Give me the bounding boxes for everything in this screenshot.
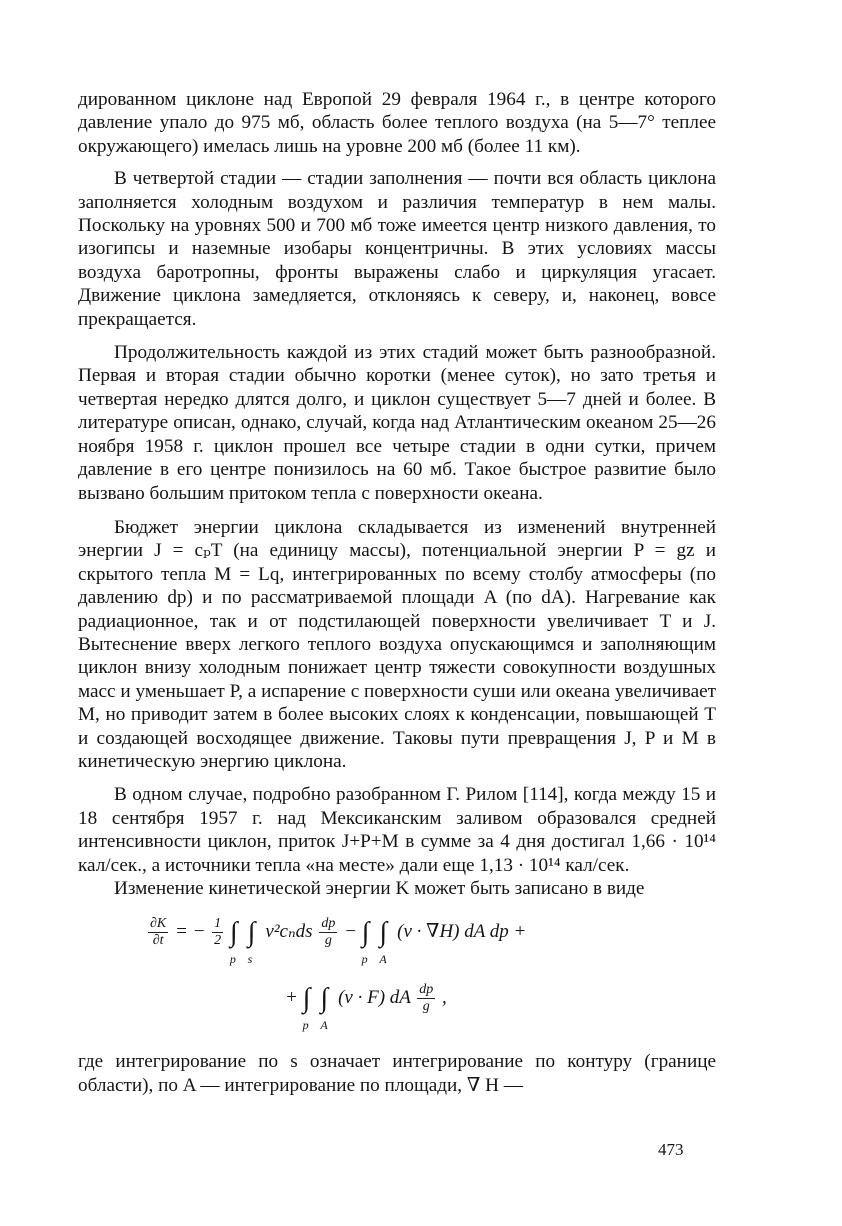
integral-sign: ∫ p bbox=[229, 916, 238, 966]
kinetic-energy-formula bbox=[78, 904, 716, 1046]
paragraph-4: Бюджет энергии циклона складывается из изменений внутренней энергии J = cₚT (на единицу массы), потенциальной энергии P = gz и скрытого тепла M = Lq, интегрированных по всему столбу атмосферы (по давлению dp) и по рассматриваемой площади A (по dA). Нагревание как радиационное, так и от подстилающей поверхности увеличивает T и J. Вытеснение вверх легкого теплого воздуха опускающимся и заполняющим циклон внизу холодным понижает центр тяжести совокупности воздушных масс и уменьшает P, а испарение с поверхности суши или океана увеличивает M, но приводит затем в более высоких слоях к конденсации, повышающей T и создающей восходящее движение. Таковы пути превращения J, P и M в кинетическую энергию циклона. bbox=[78, 516, 716, 772]
integral-sign: ∫ p bbox=[361, 916, 370, 966]
integrand-2: (v · ∇H) dA dp + bbox=[397, 921, 527, 943]
dp-over-g: $\frac{dp}{g}$ bbox=[419, 982, 434, 1015]
half-fraction: $\frac{1}{2}$ bbox=[214, 916, 222, 949]
lhs-fraction: $\frac{\partial K}{\partial t}$ bbox=[150, 916, 167, 949]
paragraph-2: В четвертой стадии — стадии заполнения — почти вся область циклона заполняется холодным воздухом и различия температур в нем малы. Поскольку на уровнях 500 и 700 мб тоже имеется центр низкого давления, то изогипсы и наземные изобары концентричны. В этих условиях массы воздуха баротропны, фронты выражены слабо и циркуляция угасает. Движение циклона замедляется, отклоняясь к северу, и, наконец, вовсе прекращается. bbox=[78, 168, 716, 330]
integrand-1: v²cₙds bbox=[265, 921, 313, 943]
paragraph-1: дированном циклоне над Европой 29 февраля 1964 г., в центре которого давление упало до 975 мб, область более теплого воздуха (на 5—7° теплее окружающего) имелась лишь на уровне 200 мб (более 11 км). bbox=[78, 89, 716, 157]
formula-line-2 bbox=[285, 982, 447, 1032]
comma: , bbox=[442, 987, 447, 1009]
page-number: 473 bbox=[658, 1140, 684, 1159]
formula-line-1 bbox=[146, 916, 527, 966]
integrand-3: (v · F) dA bbox=[338, 987, 411, 1009]
minus-sign: − bbox=[344, 921, 357, 943]
dp-over-g: $\frac{dp}{g}$ bbox=[321, 916, 336, 949]
plus-sign: + bbox=[285, 987, 298, 1009]
paragraph-5: В одном случае, подробно разобранном Г. Рилом [114], когда между 15 и 18 сентября 1957 г. над Мексиканским заливом образовался средней интенсивности циклон, приток J+P+M в сумме за 4 дня достигал 1,66 · 10¹⁴ кал/сек., а источники тепла «на месте» дали еще 1,13 · 10¹⁴ кал/сек. bbox=[78, 784, 716, 876]
page-body bbox=[78, 88, 716, 1097]
paragraph-6: Изменение кинетической энергии K может быть записано в виде bbox=[114, 878, 645, 899]
equals-sign: = − bbox=[175, 921, 206, 943]
integral-sign: ∫ s bbox=[247, 916, 256, 966]
integral-sign: ∫ A bbox=[379, 916, 388, 966]
integral-sign: ∫ p bbox=[302, 982, 311, 1032]
paragraph-7: где интегрирование по s означает интегрирование по контуру (границе области), по A — интегрирование по площади, ∇ H — bbox=[78, 1051, 716, 1096]
paragraph-3: Продолжительность каждой из этих стадий может быть разнообразной. Первая и вторая стадии обычно коротки (менее суток), но зато третья и четвертая нередко длятся долго, и циклон существует 5—7 дней и более. В литературе описан, однако, случай, когда над Атлантическим океаном 25—26 ноября 1958 г. циклон прошел все четыре стадии в одни сутки, причем давление в его центре понизилось на 60 мб. Такое быстрое развитие было вызвано большим притоком тепла с поверхности океана. bbox=[78, 342, 716, 504]
integral-sign: ∫ A bbox=[320, 982, 328, 1032]
